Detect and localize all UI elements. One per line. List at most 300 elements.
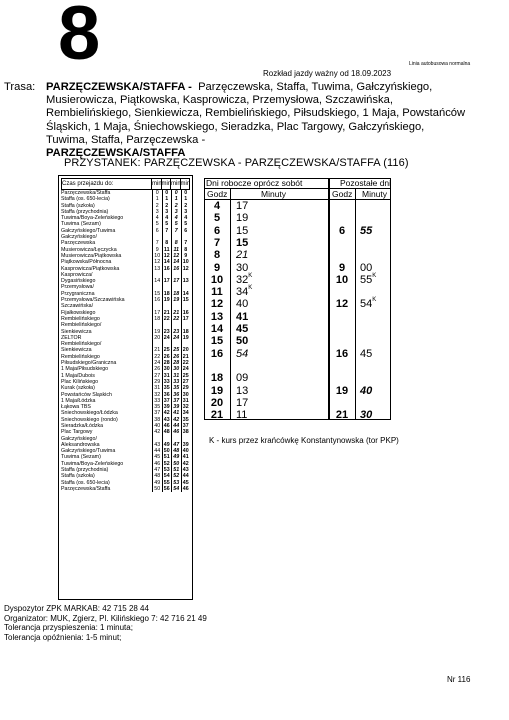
travel-time-minute: 27 <box>181 379 191 385</box>
travel-time-minute: 10 <box>152 253 162 259</box>
travel-time-minute: 53 <box>171 480 181 486</box>
other-days-header: Pozostałe dni <box>340 178 392 188</box>
travel-time-stop: Sienkiewicza <box>61 347 92 354</box>
travel-time-stop: Piątkowska/Północna <box>61 259 112 266</box>
travel-time-minute: 0 <box>162 190 172 196</box>
travel-time-minute: 38 <box>181 429 191 435</box>
weekday-minute <box>236 249 248 261</box>
travel-time-row <box>61 486 190 492</box>
weekday-minute <box>236 237 248 249</box>
travel-time-minute: 4 <box>181 215 191 221</box>
weekday-minute-value: 50 <box>236 335 249 348</box>
travel-time-minute: 22 <box>181 360 191 366</box>
travel-time-minute: 44 <box>152 448 162 454</box>
travel-time-stop: Musierowicza/Łęczycka <box>61 246 117 253</box>
travel-time-minute: 52 <box>162 461 172 467</box>
travel-time-minute: 37 <box>181 423 191 429</box>
route-label: Trasa: <box>4 81 36 93</box>
weekday-k-marker: K <box>248 272 253 279</box>
weekday-hour: 11 <box>211 286 223 299</box>
travel-time-minute: 42 <box>152 429 162 435</box>
weekday-hour-col: Godz <box>207 189 228 199</box>
travel-time-minute: 41 <box>181 454 191 460</box>
weekday-hour: 10 <box>210 273 224 286</box>
travel-time-minute: 37 <box>162 398 172 404</box>
travel-time-stop: Powstańców Śląskich <box>61 391 112 398</box>
travel-time-stop: Tuwima/Boya-Żeleńskiego <box>61 460 124 467</box>
travel-time-stop: Sienkiewicza <box>61 328 92 335</box>
weekday-minute <box>236 274 252 286</box>
travel-time-minute: 49 <box>171 454 181 460</box>
travel-time-stop: Plac Targowy <box>61 429 93 436</box>
travel-time-stop: Gałczyńskiego/ <box>61 234 97 241</box>
weekday-minute-value: 17 <box>236 396 249 409</box>
travel-time-stop: Szczawińska/ <box>61 303 94 310</box>
weekday-minute-value: 30 <box>236 261 249 274</box>
travel-time-minute: 37 <box>171 398 181 404</box>
travel-time-stop: Tuwima (Sezam) <box>61 454 101 461</box>
travel-time-minute: 44 <box>171 423 181 429</box>
other-minute <box>360 298 376 310</box>
travel-time-stop: Staffa (przychodnia) <box>61 208 109 215</box>
weekday-minute <box>236 323 248 335</box>
weekday-hour: 8 <box>213 249 221 262</box>
travel-time-minute: 36 <box>171 392 181 398</box>
travel-time-minute: 21 <box>152 347 162 353</box>
travel-time-minute: 51 <box>171 467 181 473</box>
weekday-header: Dni robocze oprócz sobót <box>206 178 303 188</box>
route-end: PARZĘCZEWSKA/STAFFA <box>46 147 186 160</box>
weekday-minute-value: 11 <box>236 409 248 422</box>
travel-time-minute: 16 <box>152 297 162 303</box>
travel-time-stop: Przemysłowa/Szczawińska <box>61 297 125 304</box>
travel-time-minute: 32 <box>181 404 191 410</box>
travel-time-minute: 7 <box>162 228 172 234</box>
travel-time-minute: 35 <box>152 404 162 410</box>
travel-time-minute: 39 <box>171 404 181 410</box>
travel-time-minute: 26 <box>162 354 172 360</box>
line-type: Linia autobusowa normalna <box>409 61 471 67</box>
travel-time-minute: 20 <box>152 335 162 341</box>
travel-time-minute: 2 <box>171 203 181 209</box>
travel-time-col-header: min <box>152 181 162 187</box>
travel-time-stop: 1 Maja/Dubois <box>61 372 95 379</box>
travel-time-minute: 35 <box>171 385 181 391</box>
other-minute-value: 55 <box>360 273 373 286</box>
travel-time-stop: Śniechowskiego (rondo) <box>61 416 118 423</box>
weekday-hour: 13 <box>210 310 224 323</box>
weekday-minute <box>236 348 248 360</box>
weekday-hour: 14 <box>210 323 224 335</box>
travel-time-header <box>61 178 190 190</box>
travel-time-stop: Tuwima (Sezam) <box>61 221 101 228</box>
travel-time-minute: 17 <box>152 310 162 316</box>
weekday-minute <box>236 286 252 298</box>
travel-time-minute: 40 <box>181 448 191 454</box>
travel-time-minute: 1 <box>171 196 181 202</box>
weekday-minute-value: 21 <box>236 249 249 262</box>
route-description <box>4 81 466 160</box>
weekday-minute <box>236 311 248 323</box>
weekday-minute <box>236 225 248 237</box>
other-minute <box>360 409 372 421</box>
travel-time-minute: 56 <box>162 486 172 492</box>
travel-time-stop: Gałczyńskiego/ <box>61 435 97 442</box>
other-minute-value: 40 <box>360 384 373 397</box>
travel-time-stop: ZELTOR <box>61 334 82 341</box>
other-minute-value: 54 <box>360 298 373 311</box>
travel-time-minute: 34 <box>181 410 191 416</box>
travel-time-minute: 14 <box>152 278 162 284</box>
travel-time-minute: 45 <box>181 480 191 486</box>
weekday-minute <box>236 335 248 347</box>
travel-time-minute: 23 <box>171 329 181 335</box>
departures-table <box>204 178 391 420</box>
travel-time-minute: 35 <box>162 385 172 391</box>
note-k: K - kurs przez krańcówkę Konstantynowska (tor PKP) <box>209 436 399 445</box>
travel-time-minute: 11 <box>171 247 181 253</box>
travel-time-minute: 52 <box>171 473 181 479</box>
travel-time-minute: 36 <box>162 392 172 398</box>
tolerance-late: Tolerancja opóźnienia: 1-5 minut; <box>4 632 122 642</box>
travel-time-minute: 18 <box>152 316 162 322</box>
travel-time-stop: Staffa (przychodnia) <box>61 467 109 474</box>
travel-time-minute: 54 <box>162 473 172 479</box>
travel-time-minute: 29 <box>152 379 162 385</box>
travel-time-stop: Tuwima/Boya-Żeleńskiego <box>61 215 124 222</box>
travel-time-minute: 39 <box>162 404 172 410</box>
travel-time-stop: Łąkowa TBS <box>61 404 91 411</box>
travel-time-minute: 24 <box>162 335 172 341</box>
other-k-marker: K <box>372 272 377 279</box>
travel-time-minute: 18 <box>181 329 191 335</box>
travel-time-minute: 5 <box>171 221 181 227</box>
weekday-minute-value: 15 <box>236 236 249 249</box>
tolerance-early: Tolerancja przyspieszenia: 1 minuta; <box>4 623 133 632</box>
travel-time-stop: Parzęczewska/Staffa <box>61 485 111 492</box>
weekday-hour: 9 <box>213 261 221 274</box>
travel-time-minute: 42 <box>181 461 191 467</box>
travel-time-minute: 16 <box>181 310 191 316</box>
route-streets: Parzęczewska, Staffa, Tuwima, Gałczyńskiego, Musierowicza, Piątkowska, Kasprowicza, Przemysłowa, Szczawińska, Rembielińskiego, Sienkiewicza, Rembielińskiego, Piłsudskiego, 1 Maja, Powstańców Śląskich, 1 Maja, Śniechowskiego, Sieradzka, Plac Targowy, Gałczyńskiego, Tuwima, Staffa, Parzęczewska - <box>46 81 466 146</box>
travel-time-minute: 25 <box>171 347 181 353</box>
travel-time-minute: 46 <box>171 429 181 435</box>
travel-time-minute: 17 <box>162 278 172 284</box>
travel-time-minute: 21 <box>181 354 191 360</box>
other-hour: 9 <box>338 261 346 274</box>
travel-time-minute: 12 <box>171 253 181 259</box>
travel-time-minute: 24 <box>152 360 162 366</box>
travel-time-minute: 51 <box>162 454 172 460</box>
weekday-minute-value: 15 <box>236 224 249 237</box>
travel-time-minute: 48 <box>171 448 181 454</box>
weekday-hour: 6 <box>213 224 221 237</box>
travel-time-minute: 15 <box>152 291 162 297</box>
travel-time-stop: Plac Kilińskiego <box>61 378 99 385</box>
travel-time-minute: 8 <box>181 247 191 253</box>
travel-time-minute: 2 <box>181 203 191 209</box>
other-hour: 16 <box>335 347 349 360</box>
travel-time-minute: 11 <box>162 247 172 253</box>
weekday-k-marker: K <box>248 285 253 292</box>
travel-time-minute: 35 <box>181 417 191 423</box>
travel-time-minute: 6 <box>181 228 191 234</box>
travel-time-stop: Staffa (os. 650-lecia) <box>61 196 110 203</box>
other-min-col: Minuty <box>362 189 388 199</box>
travel-time-minute: 31 <box>152 385 162 391</box>
travel-time-minute: 31 <box>162 373 172 379</box>
travel-time-minute: 29 <box>181 385 191 391</box>
travel-time-minute: 17 <box>171 278 181 284</box>
travel-time-stop: Rembielińskiego <box>61 315 100 322</box>
validity-date: Rozkład jazdy ważny od 18.09.2023 <box>263 69 392 78</box>
travel-time-minute: 43 <box>162 417 172 423</box>
travel-time-minute: 3 <box>181 209 191 215</box>
weekday-minute-value: 32 <box>236 273 249 286</box>
travel-time-minute: 50 <box>171 461 181 467</box>
weekday-minute-value: 34 <box>236 286 249 299</box>
travel-time-minute: 13 <box>181 278 191 284</box>
travel-time-minute: 0 <box>181 190 191 196</box>
travel-time-minute: 25 <box>181 373 191 379</box>
travel-time-minute: 8 <box>171 240 181 246</box>
travel-time-minute: 3 <box>152 209 162 215</box>
travel-time-minute: 3 <box>171 209 181 215</box>
weekday-hour: 16 <box>210 347 224 360</box>
travel-time-minute: 33 <box>162 379 172 385</box>
travel-time-table <box>58 175 193 600</box>
travel-time-stop: Rembielińskiego/ <box>61 322 102 329</box>
other-minute <box>360 262 372 274</box>
travel-time-stop: Staffa (os. 650-lecia) <box>61 479 110 486</box>
travel-time-minute: 9 <box>152 247 162 253</box>
travel-time-minute: 22 <box>162 316 172 322</box>
travel-time-stop: Śniechowskiego/Łódzka <box>61 410 118 417</box>
travel-time-minute: 1 <box>181 196 191 202</box>
travel-time-minute: 28 <box>162 360 172 366</box>
travel-time-minute: 7 <box>171 228 181 234</box>
weekday-minute-value: 09 <box>236 372 249 385</box>
travel-time-minute: 31 <box>181 398 191 404</box>
travel-time-stop: Kurak (szkoła) <box>61 385 95 392</box>
other-col-divider <box>355 188 356 420</box>
weekday-minute-value: 40 <box>236 298 249 311</box>
travel-time-stop: Staffa (szkoła) <box>61 473 95 480</box>
travel-time-minute: 19 <box>152 329 162 335</box>
travel-time-stop: Dygasińskiego <box>61 278 96 285</box>
travel-time-minute: 3 <box>162 209 172 215</box>
travel-time-minute: 48 <box>162 429 172 435</box>
stop-title: PRZYSTANEK: PARZĘCZEWSKA - PARZĘCZEWSKA/STAFFA (116) <box>64 157 409 169</box>
other-minute <box>360 274 376 286</box>
travel-time-minute: 5 <box>152 221 162 227</box>
other-minute-value: 00 <box>360 261 373 274</box>
route-text <box>4 81 466 160</box>
travel-time-stop: 1 Maja/Łódzka <box>61 397 96 404</box>
travel-time-minute: 25 <box>162 347 172 353</box>
weekday-hour: 7 <box>213 236 221 249</box>
weekday-hour: 20 <box>210 396 224 409</box>
weekday-col-divider <box>230 188 231 420</box>
travel-time-minute: 43 <box>152 442 162 448</box>
travel-time-minute: 18 <box>162 291 172 297</box>
travel-time-minute: 32 <box>152 392 162 398</box>
travel-time-minute: 43 <box>181 467 191 473</box>
other-hour: 6 <box>338 224 346 237</box>
travel-time-minute: 7 <box>152 240 162 246</box>
travel-time-minute: 22 <box>171 316 181 322</box>
travel-time-stop: Kasprowicza/ <box>61 271 93 278</box>
travel-time-minute: 23 <box>162 329 172 335</box>
dispatcher-info: Dyspozytor ZPK MARKAB: 42 715 28 44 <box>4 604 149 613</box>
travel-time-minute: 4 <box>171 215 181 221</box>
travel-time-minute: 5 <box>162 221 172 227</box>
travel-time-minute: 48 <box>152 473 162 479</box>
travel-time-minute: 1 <box>162 196 172 202</box>
travel-time-rows <box>61 178 190 492</box>
weekday-hour: 4 <box>213 200 221 212</box>
travel-time-minute: 53 <box>162 467 172 473</box>
footer-info <box>4 604 207 642</box>
travel-time-minute: 9 <box>181 253 191 259</box>
weekday-hour: 18 <box>210 372 224 385</box>
travel-time-minute: 31 <box>171 373 181 379</box>
weekday-minute <box>236 372 248 384</box>
other-hour-col: Godz <box>332 189 353 199</box>
travel-time-stop: Gałczyńskiego/Tuwima <box>61 448 116 455</box>
travel-time-col-header: min <box>180 181 191 187</box>
travel-time-minute: 30 <box>171 366 181 372</box>
travel-time-header-label: Czas przejazdu do: <box>62 181 114 187</box>
other-hour: 19 <box>335 384 349 397</box>
travel-time-minute: 5 <box>181 221 191 227</box>
travel-time-minute: 19 <box>181 335 191 341</box>
travel-time-minute: 14 <box>181 291 191 297</box>
travel-time-minute: 38 <box>152 417 162 423</box>
weekday-minute-value: 41 <box>236 310 249 323</box>
other-k-marker: K <box>372 297 377 304</box>
travel-time-minute: 37 <box>152 410 162 416</box>
travel-time-minute: 21 <box>162 310 172 316</box>
other-minute <box>360 385 372 397</box>
weekday-minute-value: 45 <box>236 323 249 335</box>
travel-time-stop: Gałczyńskiego/Tuwima <box>61 227 116 234</box>
weekday-minute <box>236 212 248 224</box>
travel-time-minute: 16 <box>171 266 181 272</box>
travel-time-stop: Staffa (szkoła) <box>61 202 95 209</box>
travel-time-minute: 26 <box>171 354 181 360</box>
travel-time-stop: Parzęczewska <box>61 240 96 247</box>
travel-time-minute: 20 <box>181 347 191 353</box>
travel-time-minute: 24 <box>181 366 191 372</box>
travel-time-minute: 46 <box>162 423 172 429</box>
weekday-hour: 19 <box>210 384 224 397</box>
weekday-minute-value: 17 <box>236 200 249 212</box>
travel-time-minute: 17 <box>181 316 191 322</box>
other-hour: 12 <box>335 298 349 311</box>
travel-time-minute: 1 <box>152 196 162 202</box>
travel-time-minute: 24 <box>171 335 181 341</box>
travel-time-minute: 12 <box>181 266 191 272</box>
travel-time-minute: 30 <box>181 392 191 398</box>
travel-time-minute: 19 <box>171 297 181 303</box>
weekday-minute-value: 13 <box>236 384 249 397</box>
travel-time-minute: 2 <box>152 203 162 209</box>
travel-time-minute: 54 <box>171 486 181 492</box>
travel-time-minute: 14 <box>162 259 172 265</box>
travel-time-minute: 55 <box>162 480 172 486</box>
travel-time-minute: 7 <box>181 240 191 246</box>
travel-time-stop: Fijałkowskiego <box>61 309 96 316</box>
travel-time-minute: 0 <box>152 190 162 196</box>
weekday-minute <box>236 397 248 409</box>
travel-time-minute: 46 <box>181 486 191 492</box>
travel-time-stop: Kasprowicza/Piątkowska <box>61 265 120 272</box>
travel-time-minute: 26 <box>152 366 162 372</box>
other-minute <box>360 225 372 237</box>
weekday-minute-value: 54 <box>236 347 249 360</box>
travel-time-minute: 21 <box>171 310 181 316</box>
travel-time-stop: Musierowicza/Piątkowska <box>61 252 122 259</box>
page-number: Nr 116 <box>447 675 471 684</box>
travel-time-stop: 1 Maja/Piłsudskiego <box>61 366 109 373</box>
travel-time-minute: 42 <box>171 417 181 423</box>
weekday-minute <box>236 262 248 274</box>
travel-time-stop: Sieradzka/Łódzka <box>61 422 104 429</box>
travel-time-stop: Parzęczewska/Staffa <box>61 190 111 196</box>
travel-time-stop: Rembielińskiego <box>61 353 100 360</box>
travel-time-minute: 40 <box>152 423 162 429</box>
weekday-minute <box>236 409 247 421</box>
travel-time-minute: 12 <box>162 253 172 259</box>
other-minute <box>360 348 372 360</box>
travel-time-minute: 10 <box>181 259 191 265</box>
line-number: 8 <box>58 0 101 76</box>
travel-time-minute: 44 <box>181 473 191 479</box>
travel-time-minute: 6 <box>152 228 162 234</box>
weekday-hour: 15 <box>210 335 224 348</box>
weekday-hour: 21 <box>210 409 224 422</box>
travel-time-minute: 4 <box>152 215 162 221</box>
travel-time-minute: 27 <box>152 373 162 379</box>
travel-time-minute: 33 <box>171 379 181 385</box>
other-hour: 21 <box>335 409 349 422</box>
weekday-minute <box>236 385 248 397</box>
other-hour: 10 <box>335 273 349 286</box>
travel-time-minute: 12 <box>152 259 162 265</box>
organizer-info: Organizator: MUK, Zgierz, Pl. Kilińskiego 7: 42 716 21 49 <box>4 613 207 623</box>
weekday-minute <box>236 298 248 310</box>
travel-time-minute: 47 <box>152 467 162 473</box>
travel-time-stop: Rembielińskiego/ <box>61 341 102 348</box>
other-minute-value: 55 <box>360 224 373 237</box>
travel-time-minute: 4 <box>162 215 172 221</box>
travel-time-minute: 46 <box>152 461 162 467</box>
other-minute-value: 30 <box>360 409 373 422</box>
route-start: PARZĘCZEWSKA/STAFFA - <box>46 81 192 93</box>
weekday-hour: 12 <box>210 298 224 311</box>
other-minute-value: 45 <box>360 347 373 360</box>
travel-time-minute: 16 <box>162 266 172 272</box>
travel-time-minute: 50 <box>152 486 162 492</box>
weekday-minute <box>236 200 248 212</box>
travel-time-minute: 18 <box>171 291 181 297</box>
travel-time-minute: 19 <box>162 297 172 303</box>
travel-time-minute: 0 <box>171 190 181 196</box>
travel-time-col-header: min <box>171 181 181 187</box>
travel-time-minute: 39 <box>181 442 191 448</box>
weekday-min-col: Minuty <box>261 189 287 199</box>
